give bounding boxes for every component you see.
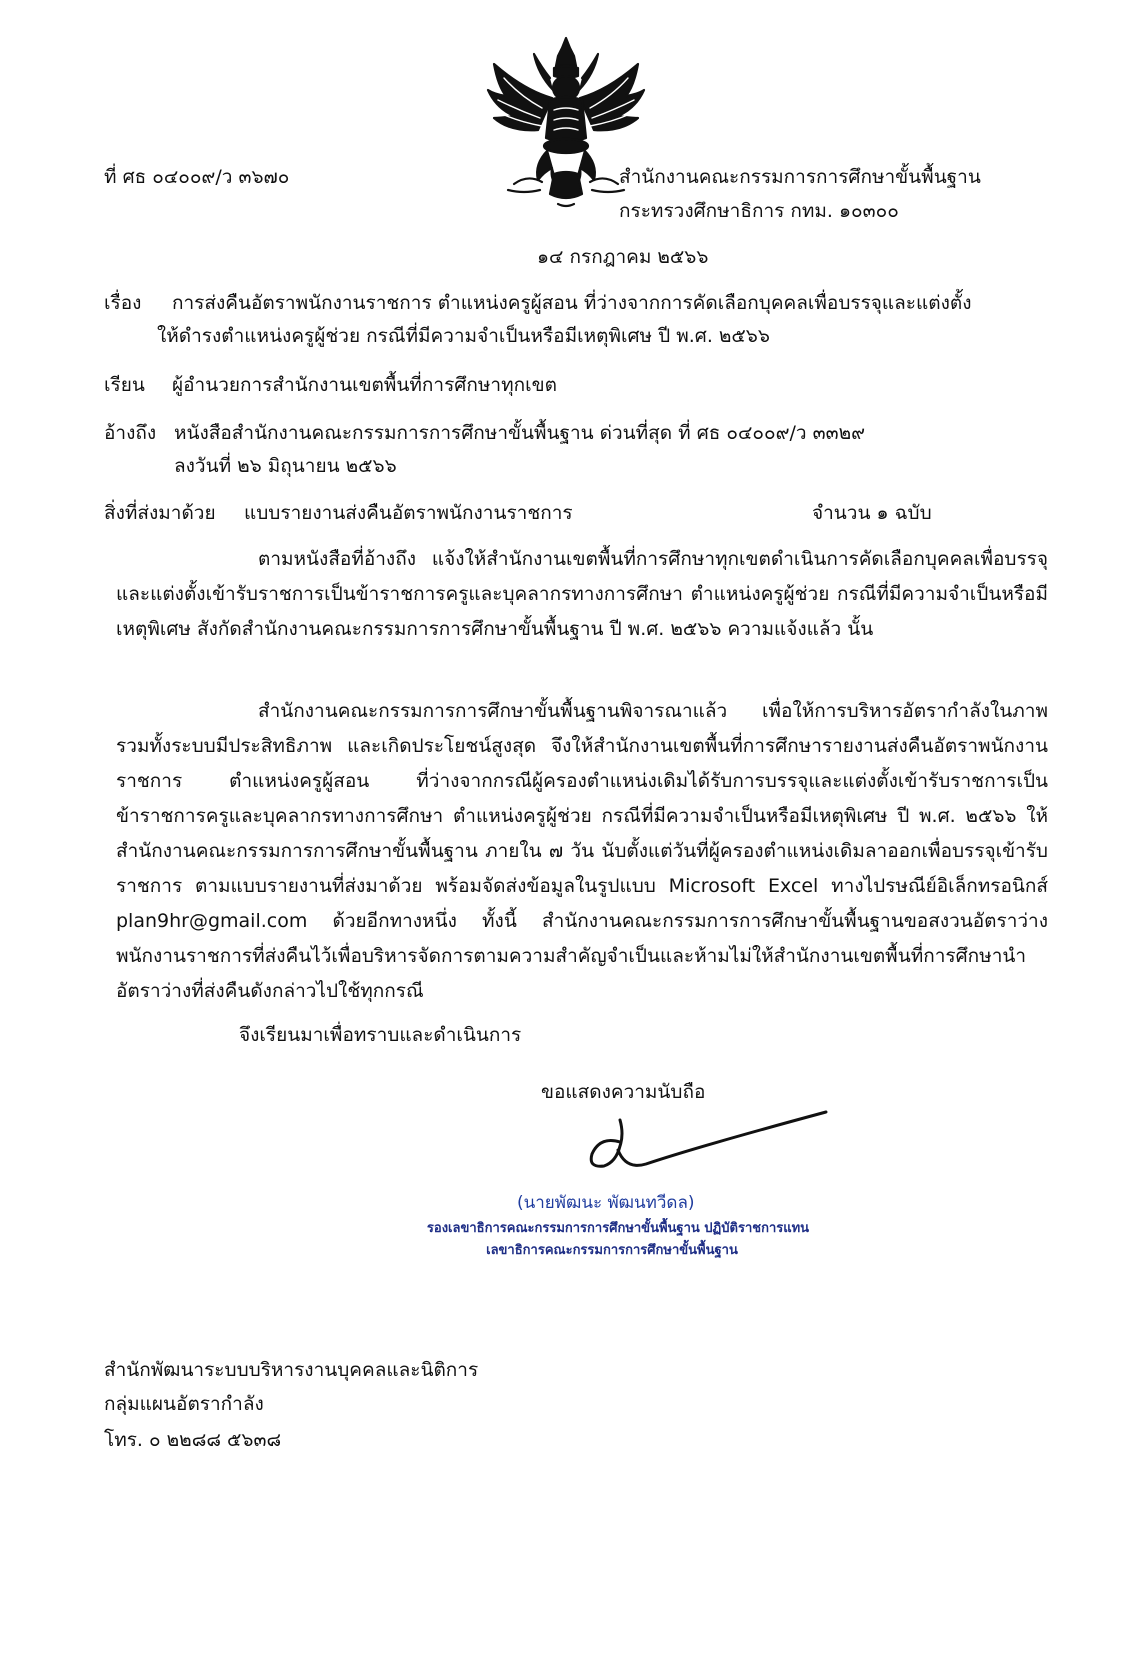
enclosure-text: แบบรายงานส่งคืนอัตราพนักงานราชการ bbox=[244, 502, 573, 524]
body-paragraph-1 bbox=[116, 542, 1048, 647]
signer-title-line-1: รองเลขาธิการคณะกรรมการการศึกษาขั้นพื้นฐาน ปฏิบัติราชการแทน bbox=[426, 1221, 810, 1236]
subject-label: เรื่อง bbox=[104, 292, 142, 314]
body-paragraph-3: จึงเรียนมาเพื่อทราบและดำเนินการ bbox=[239, 1024, 522, 1046]
organization-name: สำนักงานคณะกรรมการการศึกษาขั้นพื้นฐาน bbox=[619, 166, 981, 188]
body-paragraph-1-text: ตามหนังสือที่อ้างถึง แจ้งให้สำนักงานเขตพื้นที่การศึกษาทุกเขตดำเนินการคัดเลือกบุคคลเพื่อบรรจุและแต่งตั้งเข้ารับราชการเป็นข้าราชการครูและบุคลากรทางการศึกษา ตำแหน่งครูผู้ช่วย กรณีที่มีความจำเป็นหรือมีเหตุพิเศษ สังกัดสำนักงานคณะกรรมการการศึกษาขั้นพื้นฐาน ปี พ.ศ. ๒๕๖๖ ความแจ้งแล้ว นั้น bbox=[116, 548, 1048, 640]
letter-date: ๑๔ กรกฎาคม ๒๕๖๖ bbox=[537, 246, 709, 268]
salutation-label: เรียน bbox=[104, 374, 145, 396]
subject-line-1: การส่งคืนอัตราพนักงานราชการ ตำแหน่งครูผู้สอน ที่ว่างจากการคัดเลือกบุคคลเพื่อบรรจุและแต่งตั้ง bbox=[172, 292, 972, 314]
footer-office: สำนักพัฒนาระบบบริหารงานบุคคลและนิติการ bbox=[104, 1359, 479, 1381]
subject-line-2: ให้ดำรงตำแหน่งครูผู้ช่วย กรณีที่มีความจำเป็นหรือมีเหตุพิเศษ ปี พ.ศ. ๒๕๖๖ bbox=[157, 325, 770, 347]
reference-number: ที่ ศธ ๐๔๐๐๙/ว ๓๖๗๐ bbox=[104, 166, 290, 188]
footer-group: กลุ่มแผนอัตรากำลัง bbox=[104, 1393, 264, 1415]
handwritten-signature-icon bbox=[560, 1106, 832, 1184]
enclosure-count: จำนวน ๑ ฉบับ bbox=[812, 502, 932, 524]
signer-name: (นายพัฒนะ พัฒนทวีดล) bbox=[517, 1193, 695, 1213]
body-paragraph-2-text: สำนักงานคณะกรรมการการศึกษาขั้นพื้นฐานพิจารณาแล้ว เพื่อให้การบริหารอัตรากำลังในภาพรวมทั้งระบบมีประสิทธิภาพ และเกิดประโยชน์สูงสุด จึงให้สำนักงานเขตพื้นที่การศึกษารายงานส่งคืนอัตราพนักงานราชการ ตำแหน่งครูผู้สอน ที่ว่างจากกรณีผู้ครองตำแหน่งเดิมได้รับการบรรจุและแต่งตั้งเข้ารับราชการเป็นข้าราชการครูและบุคลากรทางการศึกษา ตำแหน่งครูผู้ช่วย กรณีที่มีความจำเป็นหรือมีเหตุพิเศษ ปี พ.ศ. ๒๕๖๖ ให้สำนักงานคณะกรรมการการศึกษาขั้นพื้นฐาน ภายใน ๗ วัน นับตั้งแต่วันที่ผู้ครองตำแหน่งเดิมลาออกเพื่อบรรจุเข้ารับราชการ ตามแบบรายงานที่ส่งมาด้วย พร้อมจัดส่งข้อมูลในรูปแบบ Microsoft Excel ทางไปรษณีย์อิเล็กทรอนิกส์ plan9hr@gmail.com ด้วยอีกทางหนึ่ง ทั้งนี้ สำนักงานคณะกรรมการการศึกษาขั้นพื้นฐานขอสงวนอัตราว่างพนักงานราชการที่ส่งคืนไว้เพื่อบริหารจัดการตามความสำคัญจำเป็นและห้ามไม่ให้สำนักงานเขตพื้นที่การศึกษานำอัตราว่างที่ส่งคืนดังกล่าวไปใช้ทุกกรณี bbox=[116, 700, 1048, 1002]
salutation-text: ผู้อำนวยการสำนักงานเขตพื้นที่การศึกษาทุกเขต bbox=[172, 374, 557, 396]
signer-title-line-2: เลขาธิการคณะกรรมการการศึกษาขั้นพื้นฐาน bbox=[486, 1243, 738, 1258]
reference-label: อ้างถึง bbox=[104, 422, 157, 444]
reference-line-2: ลงวันที่ ๒๖ มิถุนายน ๒๕๖๖ bbox=[174, 455, 397, 477]
body-paragraph-2 bbox=[116, 694, 1048, 1009]
closing-phrase: ขอแสดงความนับถือ bbox=[541, 1081, 706, 1103]
organization-address: กระทรวงศึกษาธิการ กทม. ๑๐๓๐๐ bbox=[619, 200, 899, 222]
enclosure-label: สิ่งที่ส่งมาด้วย bbox=[104, 502, 216, 524]
footer-telephone: โทร. ๐ ๒๒๘๘ ๕๖๓๘ bbox=[104, 1429, 282, 1451]
reference-line-1: หนังสือสำนักงานคณะกรรมการการศึกษาขั้นพื้นฐาน ด่วนที่สุด ที่ ศธ ๐๔๐๐๙/ว ๓๓๒๙ bbox=[174, 422, 866, 444]
